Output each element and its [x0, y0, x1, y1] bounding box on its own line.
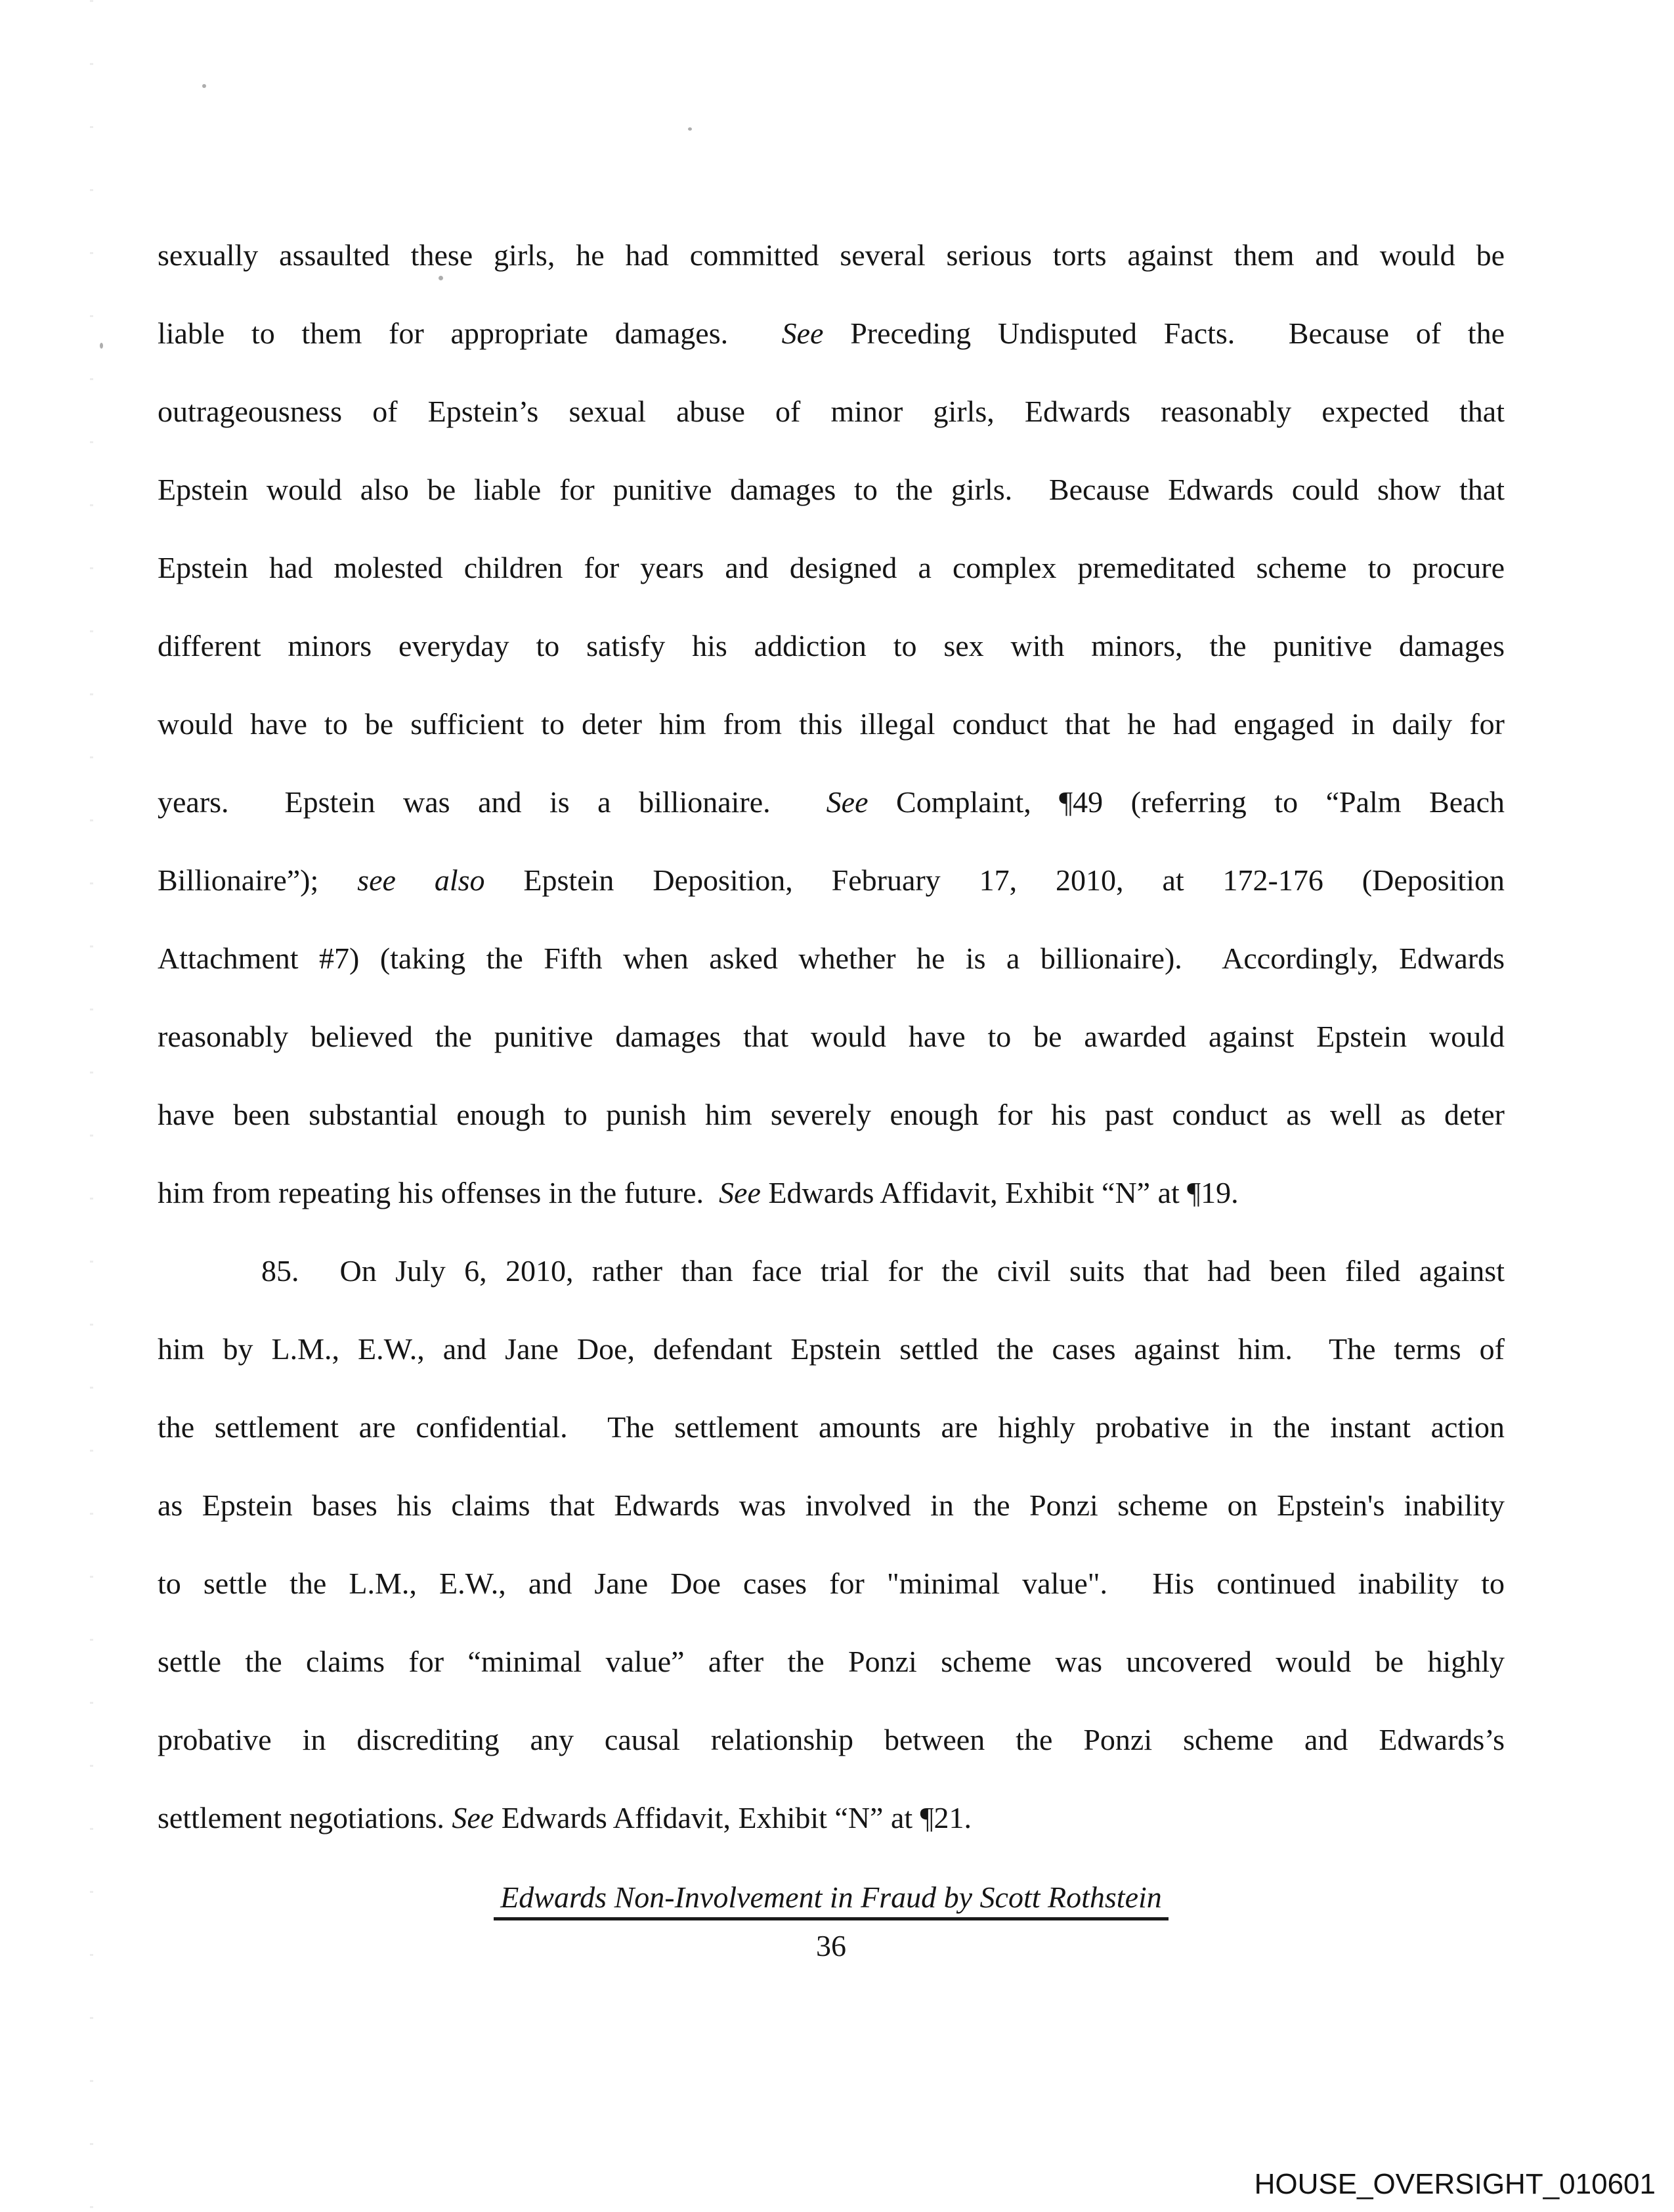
text-line [158, 607, 1505, 685]
text-run: See [781, 316, 824, 350]
text-run: as Epstein bases his claims that Edwards was involved in the Ponzi scheme on Epstein's inability [158, 1488, 1505, 1522]
text-run: him from repeating his offenses in the future. [158, 1176, 719, 1209]
text-line [158, 841, 1505, 919]
text-run: would have to be sufficient to deter him from this illegal conduct that he had engaged in daily for [158, 707, 1505, 741]
text-run: settlement negotiations. [158, 1801, 452, 1834]
text-run: Complaint, ¶49 (referring to “Palm Beach [868, 785, 1505, 819]
text-line [158, 450, 1505, 529]
bates-stamp: HOUSE_OVERSIGHT_010601 [1254, 2168, 1656, 2200]
text-run: See [826, 785, 869, 819]
text-line [158, 1701, 1505, 1779]
text-line [158, 1779, 1505, 1857]
text-line [158, 1466, 1505, 1544]
text-line [158, 1075, 1505, 1154]
text-run: the settlement are confidential. The settlement amounts are highly probative in the instant action [158, 1410, 1505, 1444]
text-run: Epstein would also be liable for punitive damages to the girls. Because Edwards could show that [158, 473, 1505, 506]
text-line [158, 919, 1505, 997]
text-line [158, 1388, 1505, 1466]
body-text [158, 216, 1505, 1857]
text-run: outrageousness of Epstein’s sexual abuse of minor girls, Edwards reasonably expected that [158, 395, 1505, 428]
scan-artifact [100, 343, 103, 349]
text-line [158, 997, 1505, 1075]
text-run: 85. [261, 1254, 299, 1288]
text-run: see also [357, 863, 485, 897]
text-line [158, 294, 1505, 372]
text-line [158, 685, 1505, 763]
text-line [158, 529, 1505, 607]
text-run: On July 6, 2010, rather than face trial for the civil suits that had been filed against [339, 1254, 1505, 1288]
text-line [158, 1232, 1505, 1310]
text-line [158, 216, 1505, 294]
text-run: Edwards Affidavit, Exhibit “N” at ¶21. [494, 1801, 972, 1834]
text-run: Preceding Undisputed Facts. Because of the [823, 316, 1505, 350]
text-run: years. Epstein was and is a billionaire. [158, 785, 826, 819]
text-run: Billionaire”); [158, 863, 358, 897]
text-run: Attachment #7) (taking the Fifth when asked whether he is a billionaire). Accordingly, Edwards [158, 942, 1505, 975]
text-run: liable to them for appropriate damages. [158, 316, 782, 350]
text-run: reasonably believed the punitive damages that would have to be awarded against Epstein would [158, 1020, 1505, 1053]
text-line [158, 1544, 1505, 1622]
text-line [158, 1154, 1505, 1232]
text-run: to settle the L.M., E.W., and Jane Doe cases for "minimal value". His continued inability to [158, 1567, 1505, 1600]
text-line [158, 1310, 1505, 1388]
text-run: sexually assaulted these girls, he had committed several serious torts against them and would be [158, 238, 1505, 272]
text-run: different minors everyday to satisfy his addiction to sex with minors, the punitive damages [158, 629, 1505, 662]
text-line [158, 372, 1505, 450]
scan-artifact [90, 0, 93, 2212]
text-run: See [719, 1176, 761, 1209]
text-run: See [452, 1801, 494, 1834]
text-run: Epstein had molested children for years and designed a complex premeditated scheme to procure [158, 551, 1505, 584]
text-run: Epstein Deposition, February 17, 2010, at 172-176 (Deposition [484, 863, 1505, 897]
scan-artifact [688, 127, 692, 131]
text-run: him by L.M., E.W., and Jane Doe, defendant Epstein settled the cases against him. The terms of [158, 1332, 1505, 1366]
scan-artifact [202, 84, 206, 88]
text-line [158, 763, 1505, 841]
text-run: settle the claims for “minimal value” after the Ponzi scheme was uncovered would be highly [158, 1645, 1505, 1678]
text-run: Edwards Affidavit, Exhibit “N” at ¶19. [760, 1176, 1239, 1209]
text-line [158, 1622, 1505, 1701]
text-run: probative in discrediting any causal relationship between the Ponzi scheme and Edwards’s [158, 1723, 1505, 1756]
text-run: have been substantial enough to punish him severely enough for his past conduct as well as deter [158, 1098, 1505, 1131]
page-number: 36 [816, 1929, 846, 1963]
section-heading-text: Edwards Non-Involvement in Fraud by Scott Rothstein [494, 1880, 1169, 1920]
